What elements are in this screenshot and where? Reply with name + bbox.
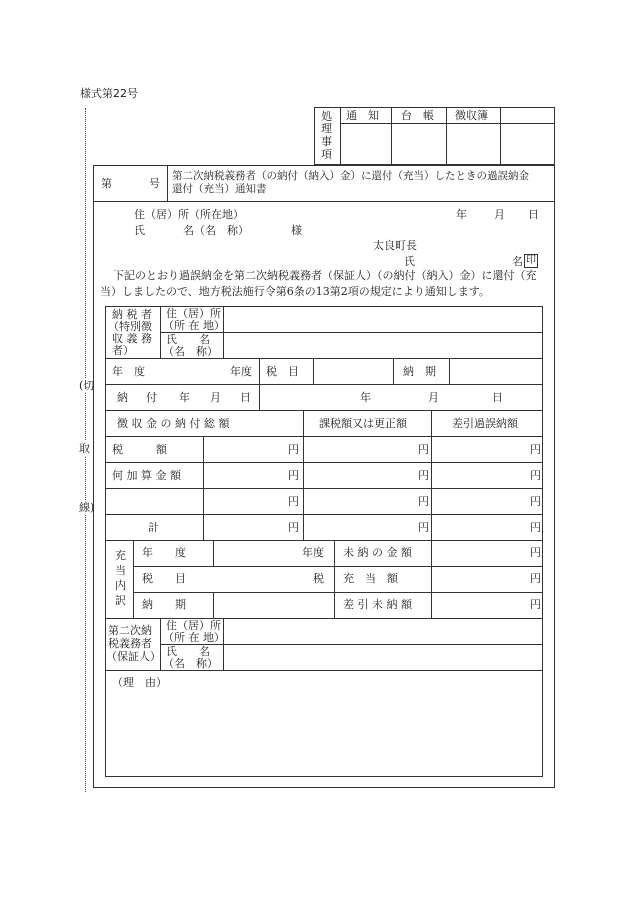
issuer-title: 太良町長	[373, 239, 417, 252]
processing-col-notice: 通 知	[346, 109, 379, 122]
second-name-label-2: （名 称）	[163, 657, 218, 670]
allotment-label-4: 訳	[115, 594, 126, 607]
body-text-line-2: 当）しましたので、地方税法施行令第6条の13第2項の規定により通知します。	[100, 285, 490, 298]
cut-line-label-2: 取	[79, 442, 90, 455]
col-collected-total: 徴 収 金 の 納 付 総 額	[117, 417, 230, 430]
fiscal-year-label: 年 度	[112, 365, 145, 378]
processing-label-3: 事	[321, 135, 332, 148]
fiscal-year-suffix: 年度	[230, 365, 252, 378]
allotment-due-label: 納 期	[142, 598, 186, 611]
second-taxpayer-label-2: 税義務者	[108, 637, 152, 650]
second-taxpayer-label-3: （保証人）	[106, 650, 161, 663]
yen-unit: 円	[418, 443, 429, 456]
net-unpaid-label: 差 引 未 納 額	[343, 598, 412, 611]
form-number: 様式第22号	[80, 87, 138, 100]
yen-unit: 円	[288, 521, 299, 534]
doc-number-label-1: 第	[101, 177, 112, 190]
payment-date-label-1: 納	[117, 391, 128, 404]
processing-label-1: 処	[321, 110, 332, 123]
payment-date-label-2: 付	[146, 391, 157, 404]
issuer-name-label-2: 名	[512, 255, 523, 268]
allotment-label-3: 内	[115, 579, 126, 592]
second-taxpayer-label-1: 第二次納	[108, 624, 152, 637]
yen-unit: 円	[530, 521, 541, 534]
allotment-tax-label: 税 目	[142, 572, 186, 585]
reason-label: （理 由）	[112, 676, 167, 689]
allotment-label-1: 充	[115, 549, 126, 562]
seal-mark: 印	[526, 255, 536, 266]
allotment-year-label: 年 度	[142, 546, 186, 559]
body-text-line-1: 下記のとおり過誤納金を第二次納税義務者（保証人）（の納付（納入）金）に還付（充	[113, 269, 537, 282]
allotment-tax-suffix: 税	[313, 572, 324, 585]
processing-label-4: 項	[321, 148, 332, 161]
detail-table	[105, 306, 543, 777]
taxpayer-label-4: 者）	[112, 344, 134, 357]
address-label: 住（居）所（所在地）	[134, 208, 244, 221]
form-title-line-2: 還付（充当）通知書	[172, 183, 267, 195]
doc-number-label-2: 号	[149, 177, 160, 190]
yen-unit: 円	[288, 495, 299, 508]
yen-unit: 円	[418, 495, 429, 508]
second-name-label-1: 氏 名	[166, 645, 210, 658]
unpaid-amount-label: 未 納 の 金 額	[343, 546, 412, 559]
taxpayer-name-label-2: （名 称）	[163, 345, 218, 358]
notice-date-year: 年	[456, 208, 467, 221]
tax-item-label: 税 目	[266, 365, 299, 378]
form-title-line-1: 第二次納税義務者（の納付（納入）金）に還付（充当）したときの過誤納金	[172, 170, 529, 182]
payment-date-day: 日	[492, 391, 503, 404]
taxpayer-name-label-1: 氏 名	[166, 333, 210, 346]
taxpayer-label-1: 納 税 者	[112, 308, 152, 321]
allotment-year-suffix: 年度	[302, 546, 324, 559]
yen-unit: 円	[418, 469, 429, 482]
issuer-name-label-1: 氏	[404, 255, 415, 268]
second-address-label-1: 住（居）所	[166, 619, 221, 632]
taxpayer-label-2: （特別徴	[108, 320, 152, 333]
yen-unit: 円	[530, 443, 541, 456]
due-period-label: 納 期	[403, 365, 436, 378]
notice-date-day: 日	[528, 208, 539, 221]
processing-col-collection-book: 徴収簿	[455, 109, 488, 122]
col-overpaid-amount: 差引過誤納額	[452, 417, 518, 430]
yen-unit: 円	[530, 469, 541, 482]
yen-unit: 円	[288, 443, 299, 456]
notice-date-month: 月	[494, 208, 505, 221]
row-additional-amount-label: 何 加 算 金 額	[112, 469, 181, 482]
taxpayer-address-label-2: （所 在 地）	[163, 319, 225, 332]
allotted-amount-label: 充 当 額	[343, 572, 398, 585]
processing-col-ledger: 台 帳	[401, 109, 434, 122]
payment-date-label-5: 日	[240, 391, 251, 404]
allotment-label-2: 当	[115, 564, 126, 577]
payment-date-label-4: 月	[210, 391, 221, 404]
cut-line-label-3: 線)	[79, 501, 95, 514]
row-tax-amount-label: 税 額	[112, 443, 167, 456]
second-address-label-2: （所 在 地）	[163, 631, 225, 644]
yen-unit: 円	[530, 546, 541, 559]
col-assessed-amount: 課税額又は更正額	[319, 417, 407, 430]
name-label-2: 名（名 称）	[183, 224, 249, 237]
payment-date-year: 年	[360, 391, 371, 404]
yen-unit: 円	[530, 598, 541, 611]
payment-date-month: 月	[428, 391, 439, 404]
cut-line-label-1: (切	[79, 379, 95, 392]
payment-date-label-3: 年	[179, 391, 190, 404]
taxpayer-address-label-1: 住（居）所	[166, 307, 221, 320]
yen-unit: 円	[288, 469, 299, 482]
yen-unit: 円	[418, 521, 429, 534]
processing-label-2: 理	[321, 122, 332, 135]
yen-unit: 円	[530, 572, 541, 585]
row-total-label: 計	[148, 521, 159, 534]
taxpayer-label-3: 収 義 務	[112, 332, 152, 345]
name-label-1: 氏	[134, 224, 145, 237]
yen-unit: 円	[530, 495, 541, 508]
honorific: 様	[291, 224, 302, 237]
